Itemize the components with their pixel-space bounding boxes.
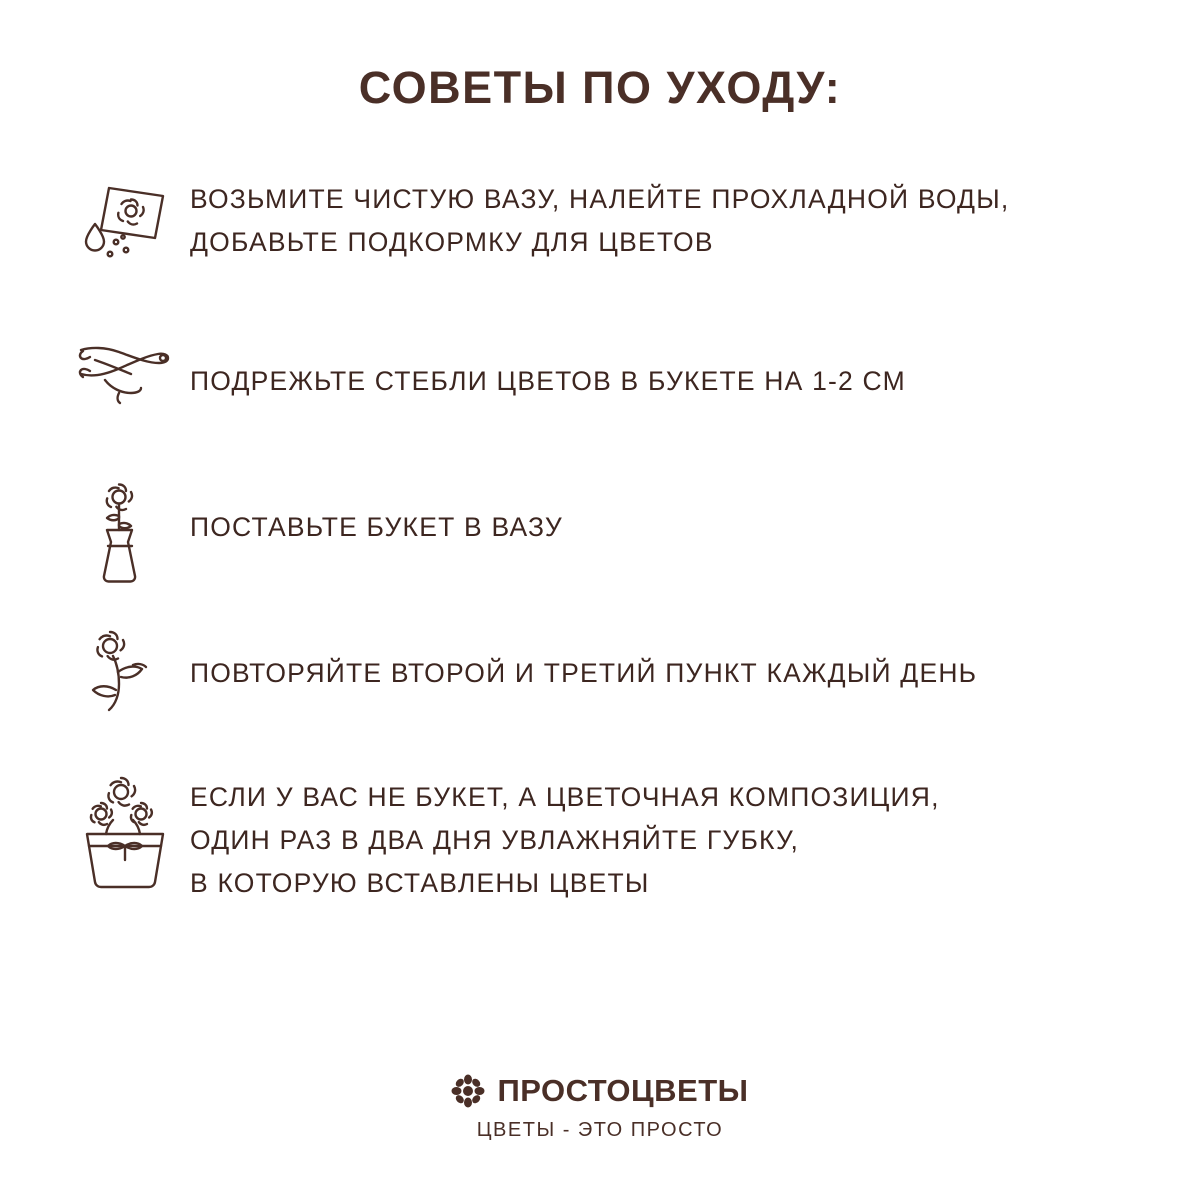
list-item-text: ВОЗЬМИТЕ ЧИСТУЮ ВАЗУ, НАЛЕЙТЕ ПРОХЛАДНОЙ ВОДЫ, ДОБАВЬТЕ ПОДКОРМКУ ДЛЯ ЦВЕТОВ xyxy=(190,184,1010,257)
list-item-text: ПОВТОРЯЙТЕ ВТОРОЙ И ТРЕТИЙ ПУНКТ КАЖДЫЙ ДЕНЬ xyxy=(190,658,978,688)
list-item xyxy=(60,176,1130,306)
list-item xyxy=(60,624,1130,744)
flower-in-vase-icon xyxy=(60,478,190,588)
brand-tagline: ЦВЕТЫ - ЭТО ПРОСТО xyxy=(476,1119,724,1141)
flower-stem-icon xyxy=(60,624,190,714)
list-item xyxy=(60,332,1130,452)
flower-food-packet-icon xyxy=(60,176,190,266)
list-item xyxy=(60,770,1130,920)
list-item xyxy=(60,478,1130,598)
pruning-shears-icon xyxy=(60,332,190,412)
list-item-text: ПОДРЕЖЬТЕ СТЕБЛИ ЦВЕТОВ В БУКЕТЕ НА 1-2 СМ xyxy=(190,366,906,396)
brand-name: ПРОСТОЦВЕТЫ xyxy=(497,1073,749,1108)
footer xyxy=(0,1073,1200,1142)
flower-basket-icon xyxy=(60,770,190,892)
tips-list xyxy=(0,176,1200,920)
list-item-text: ПОСТАВЬТЕ БУКЕТ В ВАЗУ xyxy=(190,512,563,542)
page-title: СОВЕТЫ ПО УХОДУ: xyxy=(358,62,842,113)
list-item-text: ЕСЛИ У ВАС НЕ БУКЕТ, А ЦВЕТОЧНАЯ КОМПОЗИЦИЯ, ОДИН РАЗ В ДВА ДНЯ УВЛАЖНЯЙТЕ ГУБКУ, В КОТОРУЮ ВСТАВЛЕНЫ ЦВЕТЫ xyxy=(190,782,940,898)
flower-logo-icon xyxy=(451,1074,485,1108)
brand-logo xyxy=(0,1073,1200,1109)
